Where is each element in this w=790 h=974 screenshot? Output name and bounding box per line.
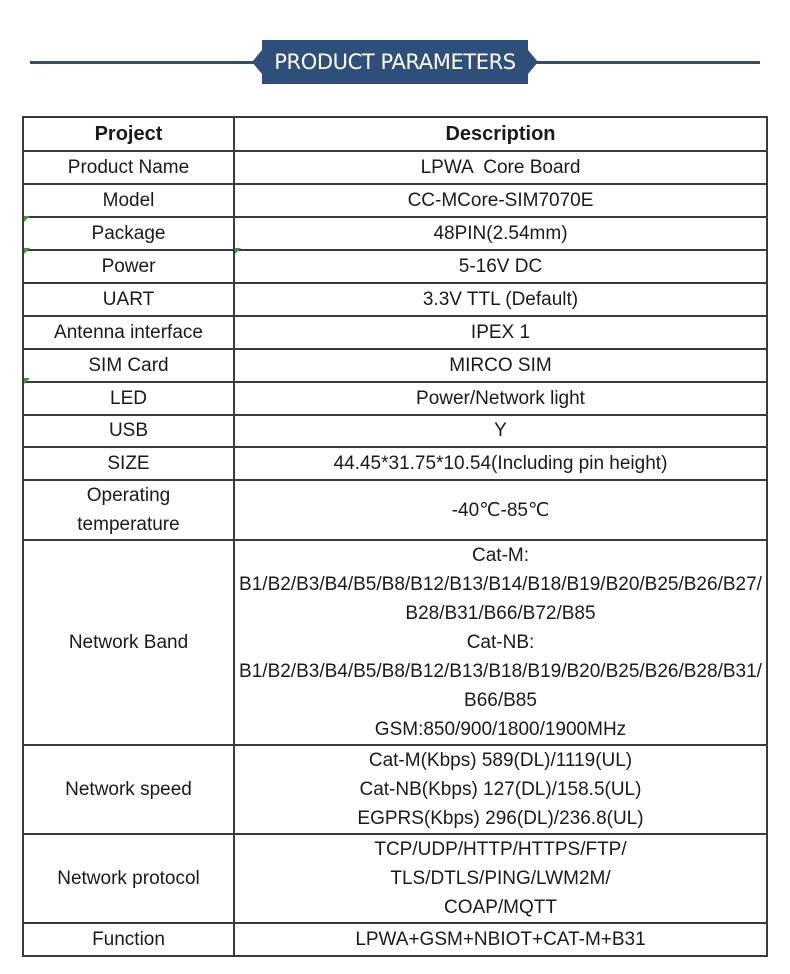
cell-description — [234, 540, 767, 745]
table-row — [23, 283, 767, 316]
table-row — [23, 923, 767, 956]
table-row — [23, 316, 767, 349]
cell-description: Power/Network light — [234, 382, 767, 415]
cell-project-line: Operating — [86, 485, 171, 506]
cell-corner-mark — [235, 248, 241, 254]
cell-project: Power — [23, 250, 234, 283]
table-row — [23, 349, 767, 382]
cell-description-line: Cat-NB: — [466, 632, 535, 653]
cell-project: Network protocol — [23, 834, 234, 923]
cell-project — [23, 480, 234, 540]
table-row — [23, 415, 767, 447]
cell-project: Antenna interface — [23, 316, 234, 349]
cell-description: -40℃-85℃ — [234, 480, 767, 540]
table-row — [23, 540, 767, 745]
cell-project: Model — [23, 184, 234, 217]
cell-description-line: TCP/UDP/HTTP/HTTPS/FTP/ — [374, 839, 627, 860]
cell-corner-mark — [24, 378, 30, 384]
table-row — [23, 151, 767, 184]
cell-description-line: Cat-M: — [472, 545, 529, 566]
cell-description: IPEX 1 — [234, 316, 767, 349]
cell-corner-mark — [24, 216, 30, 222]
header-rule-left — [30, 61, 262, 64]
cell-project: Package — [23, 217, 234, 250]
header-rule-right — [528, 61, 760, 64]
column-header-description: Description — [234, 117, 767, 151]
cell-description — [234, 745, 767, 834]
table-row — [23, 382, 767, 415]
column-header-project: Project — [23, 117, 234, 151]
cell-description-line: Cat-NB(Kbps) 127(DL)/158.5(UL) — [359, 779, 642, 800]
cell-description: 44.45*31.75*10.54(Including pin height) — [234, 447, 767, 480]
cell-project: USB — [23, 415, 234, 447]
table-row — [23, 184, 767, 217]
cell-project: Function — [23, 923, 234, 956]
cell-project: UART — [23, 283, 234, 316]
cell-description-line: EGPRS(Kbps) 296(DL)/236.8(UL) — [357, 808, 644, 829]
cell-project-line: temperature — [77, 514, 180, 535]
cell-description-line: GSM:850/900/1800/1900MHz — [374, 719, 627, 740]
cell-project: SIM Card — [23, 349, 234, 382]
table-row — [23, 745, 767, 834]
cell-project: Network speed — [23, 745, 234, 834]
cell-description: Y — [234, 415, 767, 447]
cell-description-line: B1/B2/B3/B4/B5/B8/B12/B13/B14/B18/B19/B20/B25/B26/B27/B28/B31/B66/B72/B85 — [239, 574, 762, 624]
cell-description — [234, 834, 767, 923]
page-title: PRODUCT PARAMETERS — [274, 50, 516, 74]
cell-project: Product Name — [23, 151, 234, 184]
table-row — [23, 217, 767, 250]
cell-description: LPWA Core Board — [234, 151, 767, 184]
cell-description: LPWA+GSM+NBIOT+CAT-M+B31 — [234, 923, 767, 956]
table-row — [23, 480, 767, 540]
cell-corner-mark — [24, 248, 30, 254]
cell-description-line: Cat-M(Kbps) 589(DL)/1119(UL) — [368, 750, 633, 771]
cell-description: 5-16V DC — [234, 250, 767, 283]
cell-description: 48PIN(2.54mm) — [234, 217, 767, 250]
cell-description: CC-MCore-SIM7070E — [234, 184, 767, 217]
cell-description-line: COAP/MQTT — [444, 897, 557, 918]
cell-project: LED — [23, 382, 234, 415]
cell-project: Network Band — [23, 540, 234, 745]
table-header-row — [23, 117, 767, 151]
parameters-table — [22, 116, 768, 957]
cell-description: 3.3V TTL (Default) — [234, 283, 767, 316]
table-row — [23, 834, 767, 923]
table-row — [23, 447, 767, 480]
header-badge — [252, 40, 538, 84]
cell-description: MIRCO SIM — [234, 349, 767, 382]
cell-description-line: TLS/DTLS/PING/LWM2M/ — [390, 868, 611, 889]
cell-description-line: B1/B2/B3/B4/B5/B8/B12/B13/B18/B19/B20/B25/B26/B28/B31/B66/B85 — [239, 661, 762, 711]
cell-project: SIZE — [23, 447, 234, 480]
table-row — [23, 250, 767, 283]
